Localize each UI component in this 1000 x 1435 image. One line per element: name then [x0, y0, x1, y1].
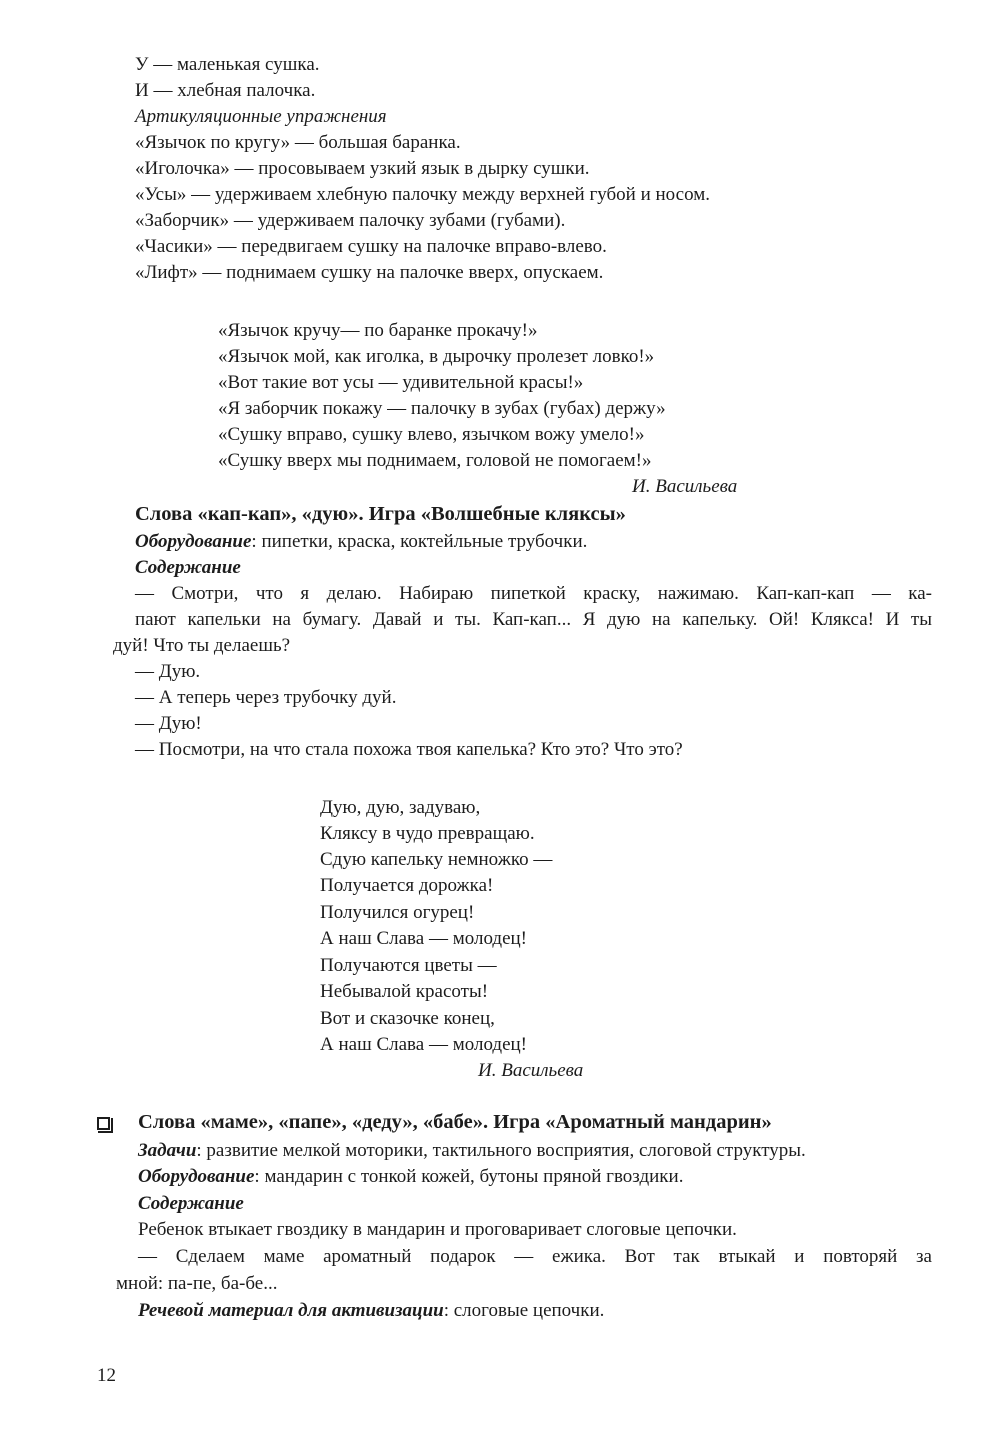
- poem1-line: «Сушку вверх мы поднимаем, головой не помогаем!»: [218, 450, 652, 471]
- poem2-line: А наш Слава — молодец!: [320, 928, 527, 949]
- dialogue-line: — Дую.: [135, 661, 201, 682]
- exercise-line: «Язычок по кругу» — большая баранка.: [135, 132, 461, 153]
- section1-content-label: Содержание: [135, 557, 241, 578]
- poem1-line: «Я заборчик покажу — палочку в зубах (губах) держу»: [218, 398, 666, 419]
- poem1-line: «Язычок мой, как иголка, в дырочку пролезет ловко!»: [218, 346, 655, 367]
- section2-equipment: [138, 1164, 683, 1190]
- exercise-line: «Усы» — удерживаем хлебную палочку между верхней губой и носом.: [135, 184, 710, 205]
- equipment-label: Оборудование: [138, 1166, 255, 1187]
- speech-line: — Сделаем маме ароматный подарок — ежика. Вот так втыкай и повторяй за: [138, 1246, 932, 1267]
- poem2-line: Вот и сказочке конец,: [320, 1008, 495, 1029]
- exercise-line: «Часики» — передвигаем сушку на палочке вправо-влево.: [135, 236, 607, 257]
- exercise-line: «Лифт» — поднимаем сушку на палочке вверх, опускаем.: [135, 262, 604, 283]
- section2-title: Слова «маме», «папе», «деду», «бабе». Игра «Ароматный мандарин»: [138, 1111, 772, 1133]
- section2-content-label: Содержание: [138, 1193, 244, 1214]
- section2-material: [138, 1298, 604, 1324]
- section1-equipment: [135, 529, 587, 555]
- poem2-line: Получаются цветы —: [320, 955, 497, 976]
- poem2-line: Дую, дую, задуваю,: [320, 797, 481, 818]
- section2-content-line: Ребенок втыкает гвоздику в мандарин и проговаривает слоговые цепочки.: [138, 1219, 737, 1240]
- poem1-author: И. Васильева: [632, 476, 738, 497]
- exercise-line: «Заборчик» — удерживаем палочку зубами (губами).: [135, 210, 566, 231]
- checkbox-icon: [97, 1117, 110, 1130]
- equipment-text: : пипетки, краска, коктейльные трубочки.: [251, 531, 588, 552]
- paragraph-line: — Смотри, что я делаю. Набираю пипеткой краску, нажимаю. Кап-кап-кап — ка-: [135, 583, 932, 604]
- intro-line-1: У — маленькая сушка.: [135, 54, 320, 75]
- poem2-line: Сдую капельку немножко —: [320, 849, 553, 870]
- poem1-line: «Язычок кручу— по баранке прокачу!»: [218, 320, 538, 341]
- section2-tasks: [138, 1138, 806, 1164]
- page-number: 12: [97, 1365, 116, 1386]
- dialogue-line: — Дую!: [135, 713, 202, 734]
- dialogue-line: — А теперь через трубочку дуй.: [135, 687, 397, 708]
- material-text: : слоговые цепочки.: [443, 1300, 605, 1321]
- poem2-line: Кляксу в чудо превращаю.: [320, 823, 535, 844]
- tasks-text: : развитие мелкой моторики, тактильного восприятия, слоговой структуры.: [196, 1140, 806, 1161]
- paragraph-line: дуй! Что ты делаешь?: [113, 635, 291, 656]
- poem1-line: «Сушку вправо, сушку влево, язычком вожу умело!»: [218, 424, 645, 445]
- poem2-line: А наш Слава — молодец!: [320, 1034, 527, 1055]
- equipment-text: : мандарин с тонкой кожей, бутоны пряной гвоздики.: [254, 1166, 684, 1187]
- dialogue-line: — Посмотри, на что стала похожа твоя капелька? Кто это? Что это?: [135, 739, 683, 760]
- exercises-heading: Артикуляционные упражнения: [135, 106, 387, 127]
- poem1-line: «Вот такие вот усы — удивительной красы!»: [218, 372, 584, 393]
- poem2-line: Получился огурец!: [320, 902, 475, 923]
- poem2-author: И. Васильева: [478, 1060, 584, 1081]
- poem2-line: Небывалой красоты!: [320, 981, 489, 1002]
- intro-line-2: И — хлебная палочка.: [135, 80, 316, 101]
- paragraph-line: пают капельки на бумагу. Давай и ты. Кап-кап... Я дую на капельку. Ой! Клякса! И ты: [135, 609, 932, 630]
- exercise-line: «Иголочка» — просовываем узкий язык в дырку сушки.: [135, 158, 590, 179]
- tasks-label: Задачи: [138, 1140, 197, 1161]
- speech-line: мной: па-пе, ба-бе...: [116, 1273, 278, 1294]
- section1-title: Слова «кап-кап», «дую». Игра «Волшебные кляксы»: [135, 503, 626, 525]
- poem2-line: Получается дорожка!: [320, 875, 494, 896]
- equipment-label: Оборудование: [135, 531, 252, 552]
- material-label: Речевой материал для активизации: [138, 1300, 444, 1321]
